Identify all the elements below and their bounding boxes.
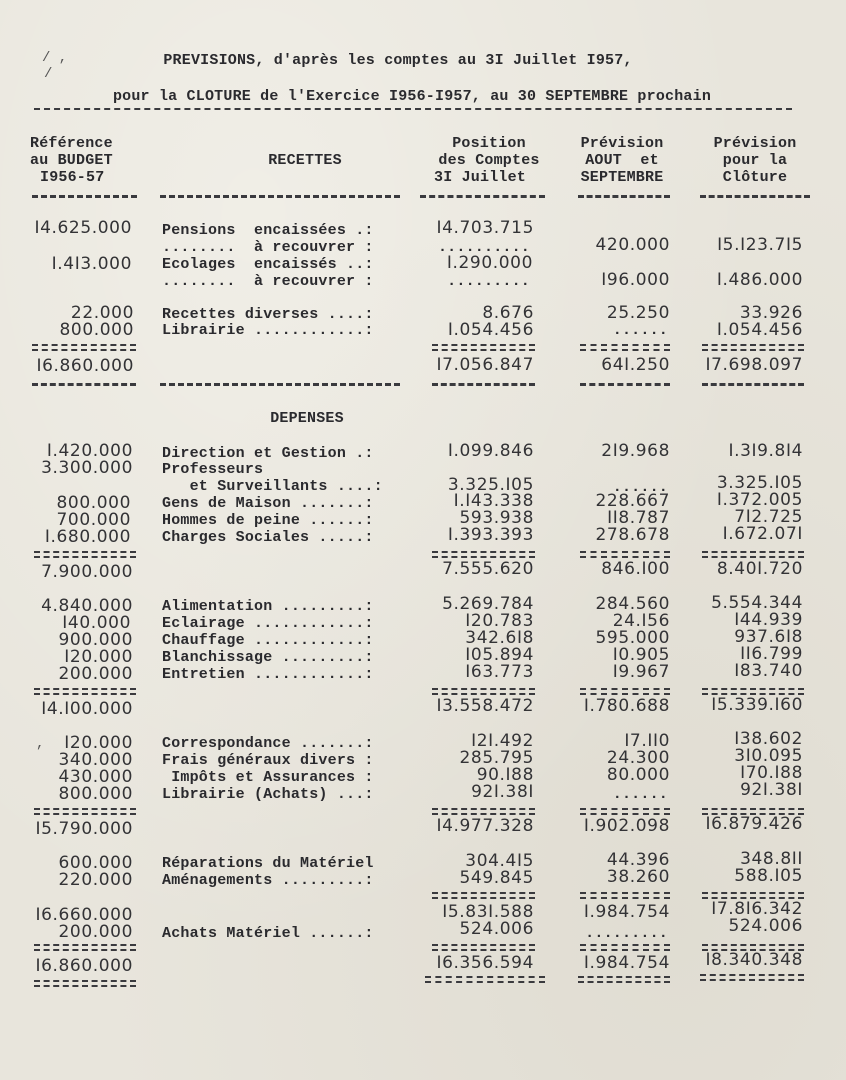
subtotal-rule	[32, 344, 136, 351]
subtotal-rule	[580, 551, 670, 558]
total-rule	[702, 383, 804, 386]
subtotal-rule	[580, 344, 670, 351]
pencil-mark: / ,	[42, 50, 68, 66]
total-rule	[432, 383, 535, 386]
subtotal-rule	[432, 944, 535, 951]
header-rule	[700, 195, 810, 198]
subtotal-rule	[432, 688, 535, 695]
title-line-2: pour la CLOTURE de l'Exercice I956-I957, au 30 SEPTEMBRE prochain	[112, 88, 712, 105]
subtotal-rule	[580, 944, 670, 951]
subtotal-rule	[34, 688, 136, 695]
subtotal-rule	[432, 892, 535, 899]
total-rule	[32, 383, 136, 386]
grand-total-rule	[425, 976, 545, 983]
subtotal-rule	[702, 892, 804, 899]
subtotal-rule	[432, 344, 535, 351]
subtotal-rule	[702, 688, 804, 695]
grand-total-rule	[578, 976, 670, 983]
pencil-mark: /	[44, 66, 53, 82]
subtotal-rule	[702, 344, 804, 351]
subtotal-rule	[34, 944, 136, 951]
document-page: PREVISIONS, d'après les comptes au 3I Juillet I957, pour la CLOTURE de l'Exercice I956-I957, au 30 SEPTEMBRE prochain / , / Référence au BUDGET I956-57 RECETTES Position des Comptes 3I Juillet Prévision AOUT et SEPTEMBRE Prévision pour la Clôture I4.625.000 Pensions encaissées .: I4.703.715 ........ à recouvrer : .......... 420.000 I5.I23.7I5 I.4I3.000 Ecolages encaissés ..: I.290.000 ........ à recouvrer : ......... I96.000 I.486.000 22.000 Recettes diverses ....: 8.676 25.250 33.926 800.000 Librairie ............: I.054.456 ...... I.054.456 I6.860.000 I7.056.847 64I.250 I7.698.097 DEPENSES I.420.000 Direction et Gestion .: I.099.846 2I9.968 I.3I9.8I4 3.300.000 Professeurs et Surveillants ....: 3.325.I05 ...... 3.325.I05 800.000 Gens de Maison .......: I.I43.338 228.667 I.372.005 700.000 Hommes de peine ......: 593.938 II8.787 7I2.725 I.680.000 Charges Sociales .....: I.393.393 278.678 I.672.07I 7.900.000 7.555.620 846.I00 8.40I.720 4.840.000 Alimentation .........: 5.269.784 284.560 5.554.344 I40.000 Eclairage ............: I20.783 24.I56 I44.939 900.000 Chauffage ............: 342.6I8 595.000 937.6I8 I20.000 Blanchissage .........: I05.894 I0.905 II6.799 200.000 Entretien ............: I63.773 I9.967 I83.740 I4.I00.000 I3.558.472 I.780.688 I5.339.I60 , I20.000 Correspondance .......: I2I.492 I7.II0 I38.602 340.000 Frais généraux divers : 285.795 24.300 3I0.095 430.000 Impôts et Assurances : 90.I88 80.000 I70.I88 800.000 Librairie (Achats) ...: 92I.38I ...... 92I.38I I5.790.000 I4.977.328 I.902.098 I6.879.426 600.000 Réparations du Matériel 304.4I5 44.396 348.8II 220.000 Aménagements .........: 549.845 38.260 588.I05 I6.660.000 I5.83I.588 I.984.754 I7.8I6.342 200.000 Achats Matériel ......: 524.006 ......... 524.006 I6.860.000 I6.356.594 I.984.754 I8.340.348	[0, 0, 846, 1080]
header-rule	[578, 195, 670, 198]
header-rule	[160, 195, 400, 198]
subtotal-rule	[432, 808, 535, 815]
subtotal-rule	[432, 551, 535, 558]
grand-total-rule	[34, 980, 136, 987]
subtotal-rule	[34, 551, 136, 558]
title-divider	[34, 108, 792, 110]
subtotal-rule	[580, 808, 670, 815]
header-rule	[420, 195, 545, 198]
total-rule	[160, 383, 400, 386]
subtotal-rule	[34, 808, 136, 815]
subtotal-rule	[702, 551, 804, 558]
depenses-heading: DEPENSES	[270, 410, 344, 427]
header-rule	[32, 195, 137, 198]
subtotal-rule	[580, 892, 670, 899]
pencil-mark: ,	[36, 736, 45, 752]
header-recettes: RECETTES	[268, 152, 342, 169]
title-line-1: PREVISIONS, d'après les comptes au 3I Juillet I957,	[163, 52, 633, 69]
grand-total-rule	[700, 974, 804, 981]
total-rule	[580, 383, 670, 386]
subtotal-rule	[580, 688, 670, 695]
